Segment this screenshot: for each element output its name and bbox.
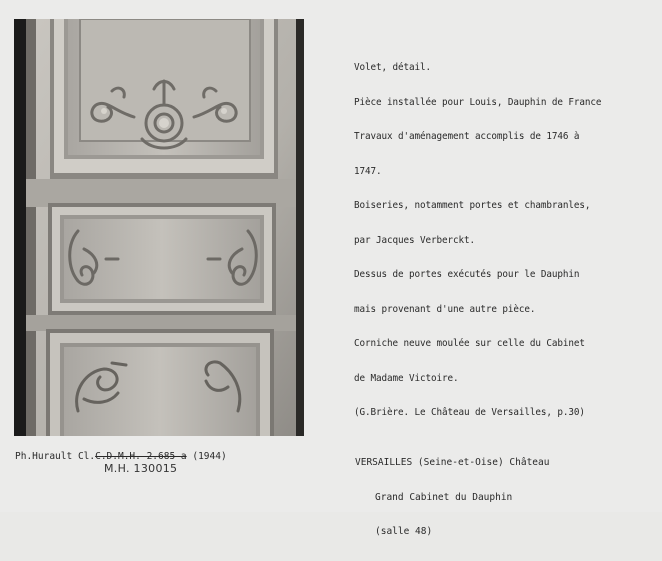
middle-panel	[48, 203, 276, 315]
bottom-panel	[46, 329, 274, 436]
top-panel	[50, 19, 278, 179]
notes-line: 1747.	[354, 165, 382, 177]
notes-line: par Jacques Verberckt.	[354, 234, 475, 246]
notes-line: mais provenant d'une autre pièce.	[354, 303, 536, 315]
credit-year: (1944)	[192, 451, 227, 462]
notes-line: Travaux d'aménagement accomplis de 1746 à	[354, 131, 580, 142]
notes-line: Dessus de portes exécutés pour le Dauphin	[354, 269, 580, 280]
mh-number: M.H. 130015	[104, 462, 178, 475]
shutter-panel-drawing	[14, 19, 304, 436]
shutter-photograph	[14, 19, 304, 436]
photographer: Ph.Hurault	[15, 451, 73, 462]
notes-line: Corniche neuve moulée sur celle du Cabinet	[354, 338, 585, 349]
notes-line: Pièce installée pour Louis, Dauphin de France	[354, 96, 602, 108]
notes-line-title: Volet, détail.	[354, 62, 431, 73]
location-block	[355, 434, 549, 561]
notes-line-reference: (G.Brière. Le Château de Versailles, p.30)	[354, 407, 585, 418]
notes-line: Boiseries, notamment portes et chambranles,	[354, 200, 591, 211]
location-salle: (salle 48)	[375, 526, 433, 537]
struck-number: C.D.M.H. 2.685 a	[95, 451, 187, 462]
location-room: Grand Cabinet du Dauphin	[375, 491, 513, 503]
class-prefix: Cl.	[77, 451, 96, 462]
description-notes	[354, 39, 654, 442]
location-place: VERSAILLES (Seine-et-Oise) Château	[355, 457, 550, 468]
notes-line: de Madame Victoire.	[354, 372, 459, 384]
